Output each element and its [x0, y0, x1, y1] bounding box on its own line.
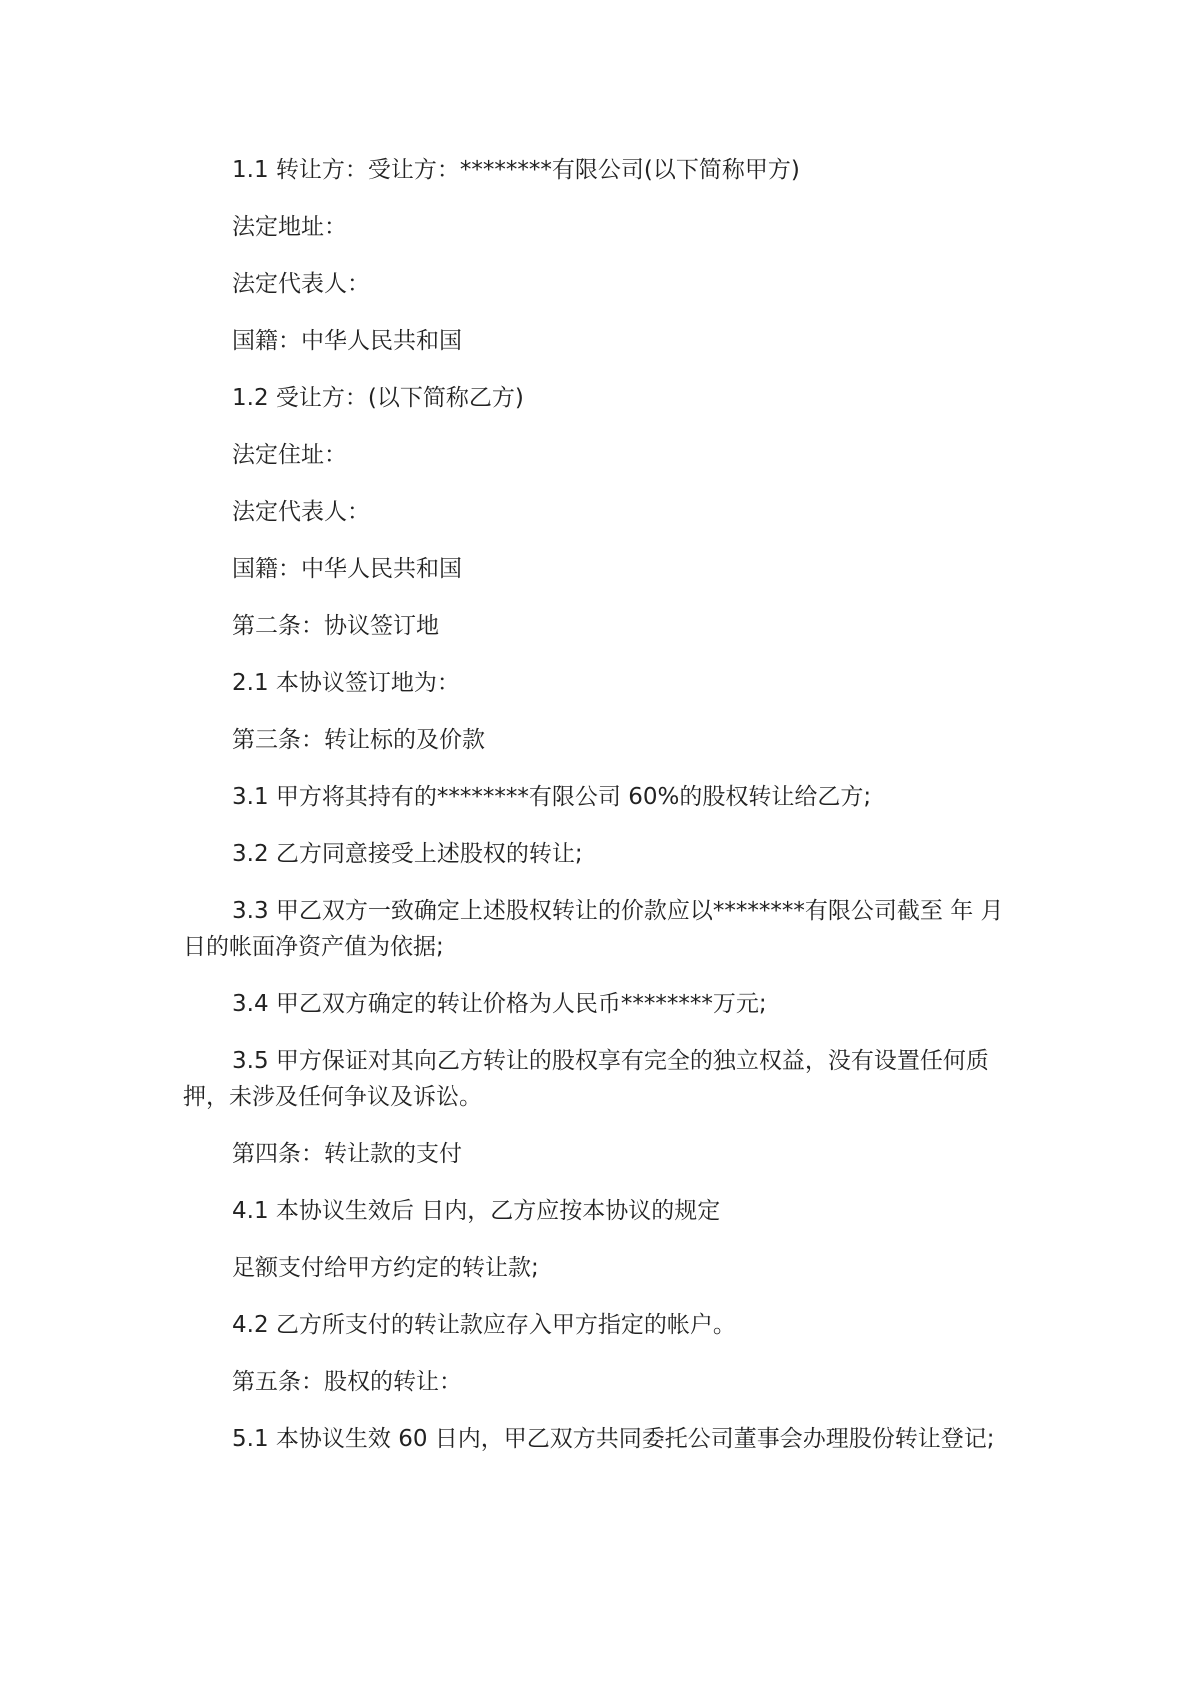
heading-article-5: 第五条：股权的转让：: [232, 1369, 462, 1395]
paragraph-5-1: 5.1 本协议生效 60 日内，甲乙双方共同委托公司董事会办理股份转让登记;: [232, 1426, 995, 1452]
heading-article-3: 第三条：转让标的及价款: [232, 727, 485, 753]
paragraph-4-1: 4.1 本协议生效后 日内，乙方应按本协议的规定: [232, 1198, 721, 1224]
paragraph-nationality-a: 国籍：中华人民共和国: [232, 328, 462, 354]
paragraph-1-2-transferee: 1.2 受让方：(以下简称乙方): [232, 385, 524, 411]
paragraph-3-1: 3.1 甲方将其持有的********有限公司 60%的股权转让给乙方;: [232, 784, 872, 810]
heading-article-4: 第四条：转让款的支付: [232, 1141, 462, 1167]
heading-article-2: 第二条：协议签订地: [232, 613, 439, 639]
paragraph-3-4: 3.4 甲乙双方确定的转让价格为人民币********万元;: [232, 991, 767, 1017]
paragraph-legal-address: 法定地址：: [232, 214, 347, 240]
paragraph-1-1-transferor: 1.1 转让方：受让方：********有限公司(以下简称甲方): [232, 157, 800, 183]
paragraph-legal-representative-b: 法定代表人：: [232, 499, 370, 525]
paragraph-2-1: 2.1 本协议签订地为：: [232, 670, 460, 696]
paragraph-3-5: 3.5 甲方保证对其向乙方转让的股权享有完全的独立权益，没有设置任何质押，未涉及任何争议及诉讼。: [183, 1048, 989, 1110]
document-body: [183, 152, 1018, 1457]
paragraph-nationality-b: 国籍：中华人民共和国: [232, 556, 462, 582]
paragraph-legal-representative-a: 法定代表人：: [232, 271, 370, 297]
paragraph-4-1-continued: 足额支付给甲方约定的转让款;: [232, 1255, 539, 1281]
paragraph-legal-residence: 法定住址：: [232, 442, 347, 468]
paragraph-4-2: 4.2 乙方所支付的转让款应存入甲方指定的帐户。: [232, 1312, 736, 1338]
paragraph-3-3: 3.3 甲乙双方一致确定上述股权转让的价款应以********有限公司截至 年 月 日的帐面净资产值为依据;: [183, 898, 1011, 960]
paragraph-3-2: 3.2 乙方同意接受上述股权的转让;: [232, 841, 583, 867]
